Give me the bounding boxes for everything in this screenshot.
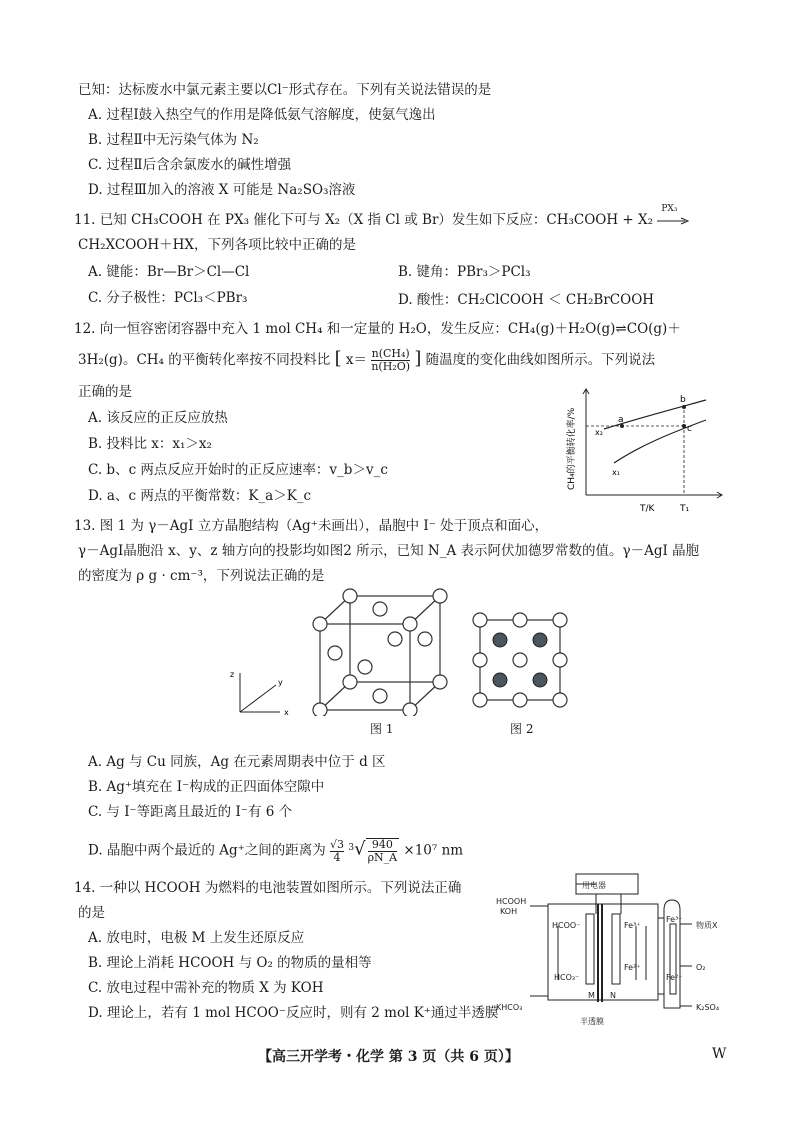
frac-denominator: 4 [333,850,341,864]
root-denominator: ρN_A [367,851,398,864]
appliance-label: 用电器 [582,881,606,890]
outlet-khco3: KHCO₃ [496,1003,523,1012]
q12-stem-line3: 正确的是 [78,384,132,400]
q14-option-a: A. 放电时，电极 M 上发生还原反应 [88,930,305,946]
label-b: b [680,395,686,405]
arrow-catalyst: PX₃ [661,203,678,214]
t1-label: T₁ [680,504,690,514]
fig2-projection [470,610,570,710]
inlet-hcooh: HCOOH [496,897,527,906]
q11-option-b: B. 键角：PBr₃＞PCl₃ [398,264,531,280]
q12-option-b: B. 投料比 x：x₁＞x₂ [88,436,212,452]
q11-option-d: D. 酸性：CH₂ClCOOH ＜ CH₂BrCOOH [398,292,655,308]
reaction-arrow [657,203,689,231]
q14-option-d: D. 理论上，若有 1 mol HCOO⁻反应时，则有 2 mol K⁺通过半透膜 [88,1005,499,1021]
label-x1: x₁ [612,468,620,477]
ratio-numerator: n(CH₄) [371,347,410,360]
o2-label: O₂ [696,963,706,972]
q10-info: 已知：达标废水中氯元素主要以Cl⁻形式存在。下列有关说法错误的是 [78,82,492,98]
q10-option-b: B. 过程Ⅱ中无污染气体为 N₂ [88,132,259,148]
q13-stem-line2: γ－AgI晶胞沿 x、y、z 轴方向的投影均如图2 所示，已知 N_A 表示阿伏加德罗常数的值。γ－AgI 晶胞 [78,543,700,559]
fig1-label: 图 1 [370,722,394,736]
label-fe3-a: Fe³⁺ [624,921,641,930]
q13-option-d: D. 晶胞中两个最近的 Ag⁺之间的距离为 $\frac{√3}{4}$ $^3$√ $\frac{940}{\rho N\_A}$ ×10⁷ nm [88,837,464,864]
q13-option-d-unit: ×10⁷ nm [403,842,464,859]
substance-x-label: 物质X [696,921,718,930]
q11-option-a: A. 键能：Br—Br＞Cl—Cl [88,264,250,280]
q13-option-b: B. Ag⁺填充在 I⁻构成的正四面体空隙中 [88,779,325,795]
sqrt3-over-4 [330,839,344,864]
q10-option-c: C. 过程Ⅱ后含余氯废水的碱性增强 [88,157,292,173]
q14-stem-line1: 14. 一种以 HCOOH 为燃料的电池装置如图所示。下列说法正确 [74,880,462,896]
q12-stem-line1: 12. 向一恒容密闭容器中充入 1 mol CH₄ 和一定量的 H₂O，发生反应：CH₄(g)＋H₂O(g)⇌CO(g)＋ [74,321,681,337]
x-axis-label: T/K [640,504,655,514]
q12-option-a: A. 该反应的正反应放热 [88,410,228,426]
bracket-close: ] [414,348,422,369]
label-fe2-a: Fe²⁺ [624,963,641,972]
label-c: c [687,424,692,434]
fuel-cell-diagram [496,870,752,1028]
fig2-label: 图 2 [510,722,534,736]
curve-x1 [614,420,706,463]
q14-stem-line2: 的是 [78,905,105,921]
q12-option-d: D. a、c 两点的平衡常数：K_a＞K_c [88,488,312,504]
inlet-koh: KOH [500,907,518,916]
q11-stem-text: 11. 已知 CH₃COOH 在 PX₃ 催化下可与 X₂（X 指 Cl 或 Br）发生如下反应：CH₃COOH + X₂ [74,212,654,228]
q12-stem-text-a: 3H₂(g)。CH₄ 的平衡转化率按不同投料比 [78,352,331,368]
bracket-open: [ [334,348,342,369]
q13-option-d-text: D. 晶胞中两个最近的 Ag⁺之间的距离为 [88,842,326,859]
q11-stem-line2: CH₂XCOOH＋HX，下列各项比较中正确的是 [78,237,357,253]
label-hcoo: HCOO⁻ [552,921,581,930]
q12-option-c: C. b、c 两点反应开始时的正反应速率：v_b＞v_c [88,462,388,478]
root-numerator: 940 [368,839,398,852]
y-axis-label: CH₄的平衡转化率/% [567,407,577,490]
q13-stem-line1: 13. 图 1 为 γ－AgI 立方晶胞结构（Ag⁺未画出），晶胞中 I⁻ 处于顶点和面心， [74,518,549,534]
q10-option-a: A. 过程Ⅰ鼓入热空气的作用是降低氨气溶解度，使氨气逸出 [88,107,436,123]
label-x2: x₂ [595,428,603,437]
corner-mark: W [712,1046,727,1062]
ratio-variable: x＝ [345,352,368,368]
page-footer: 【高三开学考・化学 第 3 页（共 6 页）】 [258,1049,519,1065]
axis-z-label: z [230,670,235,679]
label-fe2-b: Fe²⁺ [666,973,683,982]
fig1-unit-cell [305,584,455,716]
q13-stem-line3: 的密度为 ρ g · cm⁻³，下列说法正确的是 [78,568,325,584]
membrane-label: 半透膜 [580,1017,604,1026]
q10-option-d: D. 过程Ⅲ加入的溶液 X 可能是 Na₂SO₃溶液 [88,182,356,198]
q12-stem-line2 [78,348,655,373]
ratio-fraction [371,348,410,373]
q13-option-c: C. 与 I⁻等距离且最近的 I⁻有 6 个 [88,804,293,820]
xyz-axes-diagram [228,665,298,720]
axis-y-label: y [278,678,283,687]
ratio-denominator: n(H₂O) [371,360,411,373]
q11-stem-line1 [74,203,689,231]
k2so4-label: K₂SO₄ [696,1003,720,1012]
label-hco3: HCO₃⁻ [554,973,580,982]
q11-option-c: C. 分子极性：PCl₃＜PBr₃ [88,290,248,306]
electrode-n-label: N [610,991,616,1000]
axis-x-label: x [284,708,289,717]
q12-stem-text-b: 随温度的变化曲线如图所示。下列说法 [425,352,656,368]
q14-option-b: B. 理论上消耗 HCOOH 与 O₂ 的物质的量相等 [88,955,372,971]
label-a: a [618,415,624,425]
cube-root-fraction [366,838,400,864]
frac-numerator: √3 [330,837,345,851]
q12-conversion-graph [556,385,728,520]
point-c [682,424,686,428]
q13-option-a: A. Ag 与 Cu 同族，Ag 在元素周期表中位于 d 区 [88,754,386,770]
point-b [682,405,686,409]
label-fe3-b: Fe³⁺ [666,915,683,924]
q14-option-c: C. 放电过程中需补充的物质 X 为 KOH [88,980,324,996]
electrode-m-label: M [588,991,595,1000]
